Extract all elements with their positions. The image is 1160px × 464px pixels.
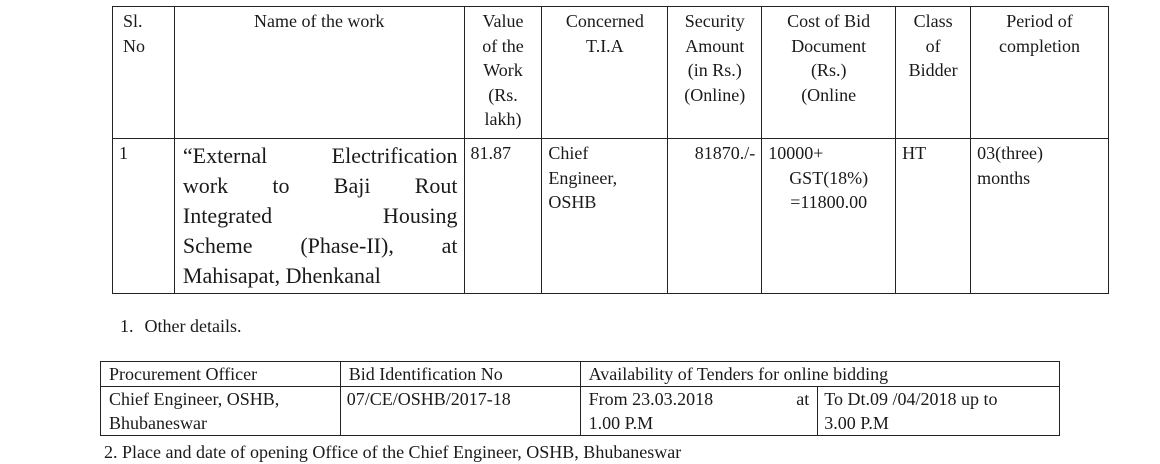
- cell-availability-to: To Dt.09 /04/2018 up to 3.00 P.M: [818, 387, 1060, 436]
- header-period: Period of completion: [971, 7, 1109, 139]
- header-cost: Cost of Bid Document (Rs.) (Online: [762, 7, 896, 139]
- cell-procurement-officer: Chief Engineer, OSHB, Bhubaneswar: [101, 387, 341, 436]
- table-header-row: [113, 7, 1109, 139]
- cell-availability-from: From 23.03.2018 at 1.00 P.M: [580, 387, 818, 436]
- header-procurement-officer: Procurement Officer: [101, 362, 341, 387]
- other-details-table: [100, 361, 1060, 436]
- header-class: Class of Bidder: [896, 7, 971, 139]
- cell-value: 81.87: [464, 139, 542, 294]
- header-tia: Concerned T.I.A: [542, 7, 668, 139]
- cell-class: HT: [896, 139, 971, 294]
- cell-sl-no: 1: [113, 139, 175, 294]
- header-availability: Availability of Tenders for online bidding: [580, 362, 1059, 387]
- header-bid-identification: Bid Identification No: [340, 362, 580, 387]
- other-details-label: Other details.: [144, 316, 242, 336]
- cut-off-text-line: 2. Place and date of opening Office of the Chief Engineer, OSHB, Bhubaneswar: [104, 442, 682, 462]
- table-row: [101, 387, 1060, 436]
- header-security: Security Amount (in Rs.) (Online): [668, 7, 762, 139]
- list-number: 1.: [120, 316, 134, 336]
- work-details-table: [112, 6, 1109, 294]
- cell-name-of-work: “External Electrification work to Baji Rout Integrated Housing Scheme (Phase-II), at Mahisapat, Dhenkanal: [174, 139, 464, 294]
- cell-bid-identification: 07/CE/OSHB/2017-18: [340, 387, 580, 436]
- header-name-of-work: Name of the work: [174, 7, 464, 139]
- header-sl-no: Sl. No: [113, 7, 175, 139]
- table-header-row: [101, 362, 1060, 387]
- cell-tia: Chief Engineer, OSHB: [542, 139, 668, 294]
- cell-cost: 10000+ GST(18%) =11800.00: [762, 139, 896, 294]
- header-value: Value of the Work (Rs. lakh): [464, 7, 542, 139]
- cell-security: 81870./-: [668, 139, 762, 294]
- table-row: [113, 139, 1109, 294]
- other-details-heading: [120, 316, 241, 337]
- cell-period: 03(three) months: [971, 139, 1109, 294]
